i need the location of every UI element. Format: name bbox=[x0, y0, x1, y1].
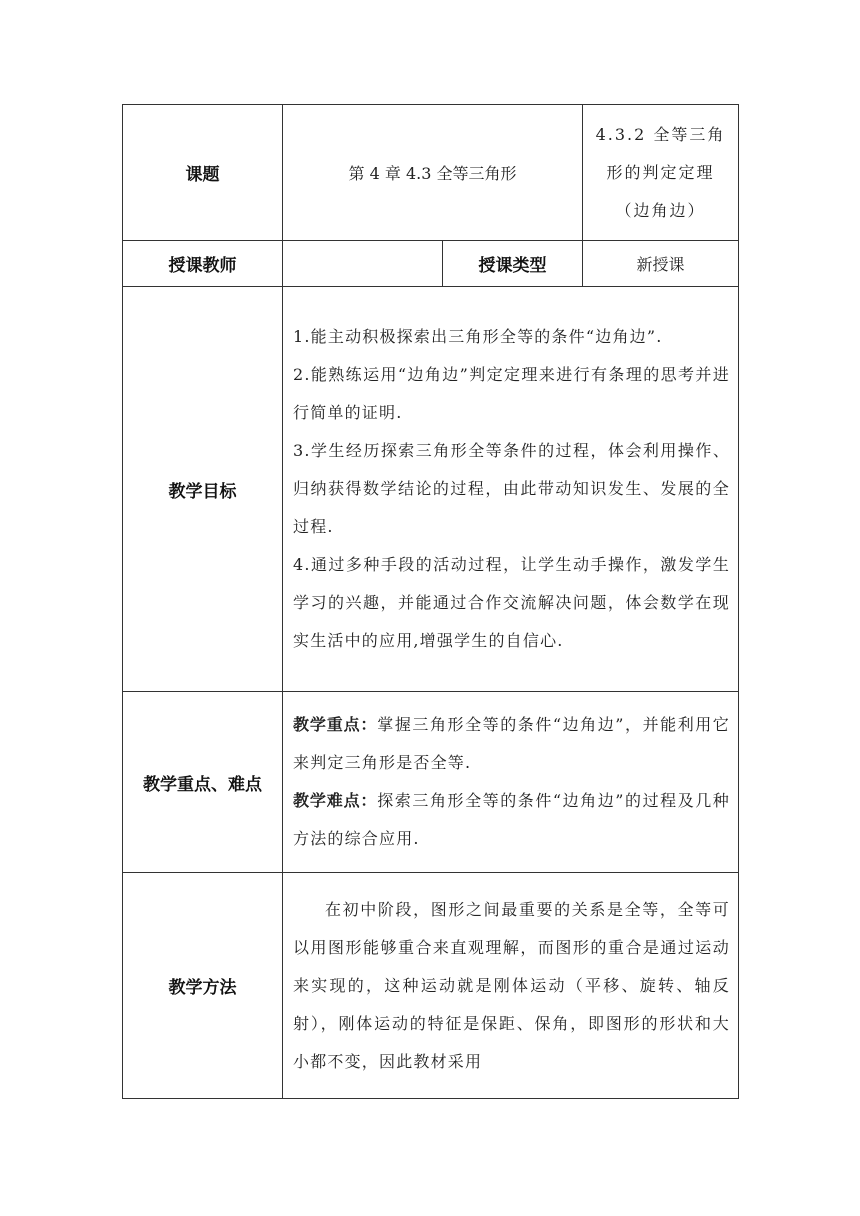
topic-label: 课题 bbox=[123, 105, 283, 241]
row-key-points bbox=[123, 692, 739, 873]
focus-paragraph bbox=[293, 706, 730, 782]
lesson-plan-table bbox=[122, 104, 739, 1099]
type-value: 新授课 bbox=[583, 241, 739, 287]
row-topic bbox=[123, 105, 739, 241]
goals-label: 教学目标 bbox=[123, 287, 283, 692]
teacher-label: 授课教师 bbox=[123, 241, 283, 287]
key-points-label: 教学重点、难点 bbox=[123, 692, 283, 873]
lesson-title bbox=[583, 105, 739, 241]
goal-item: 2.能熟练运用“边角边”判定定理来进行有条理的思考并进行简单的证明. bbox=[293, 365, 731, 422]
goal-item: 3.学生经历探索三角形全等条件的过程，体会利用操作、归纳获得数学结论的过程，由此带动知识发生、发展的全过程. bbox=[293, 441, 731, 536]
focus-lead: 教学重点： bbox=[293, 715, 378, 734]
key-points-content bbox=[283, 692, 739, 873]
lesson-title-line2: 形的判定定理 bbox=[606, 162, 715, 182]
goals-content bbox=[283, 287, 739, 692]
type-label: 授课类型 bbox=[443, 241, 583, 287]
method-label: 教学方法 bbox=[123, 873, 283, 1099]
lesson-title-line3: （边角边） bbox=[615, 200, 706, 220]
difficulty-text: 探索三角形全等的条件“边角边”的过程及几种方法的综合应用. bbox=[293, 791, 731, 848]
row-teacher bbox=[123, 241, 739, 287]
difficulty-lead: 教学难点： bbox=[293, 791, 378, 810]
chapter-value: 第 4 章 4.3 全等三角形 bbox=[283, 105, 583, 241]
goal-item: 4.通过多种手段的活动过程，让学生动手操作，激发学生学习的兴趣，并能通过合作交流解决问题，体会数学在现实生活中的应用,增强学生的自信心. bbox=[293, 555, 731, 650]
teacher-value bbox=[283, 241, 443, 287]
row-goals bbox=[123, 287, 739, 692]
method-content bbox=[283, 873, 739, 1099]
lesson-title-line1: 4.3.2 全等三角 bbox=[595, 124, 726, 144]
row-method bbox=[123, 873, 739, 1099]
goal-item: 1.能主动积极探索出三角形全等的条件“边角边”. bbox=[293, 327, 663, 346]
difficulty-paragraph bbox=[293, 782, 730, 858]
method-text: 在初中阶段，图形之间最重要的关系是全等，全等可以用图形能够重合来直观理解，而图形的重合是通过运动来实现的，这种运动就是刚体运动（平移、旋转、轴反射），刚体运动的特征是保距、保角，即图形的形状和大小都不变，因此教材采用 bbox=[293, 899, 731, 1071]
focus-text: 掌握三角形全等的条件“边角边”，并能利用它来判定三角形是否全等. bbox=[293, 715, 731, 772]
